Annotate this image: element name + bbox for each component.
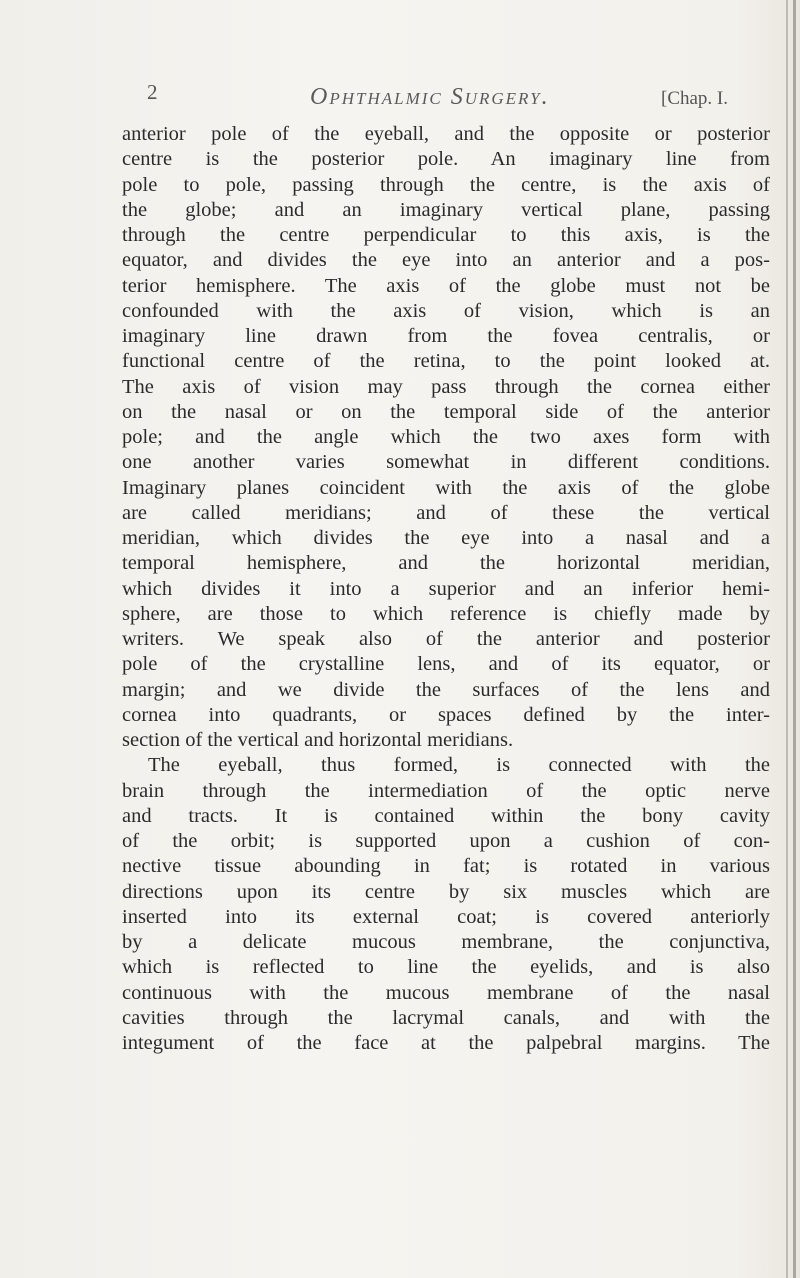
text-line: of the orbit; is supported upon a cushion of con- (122, 830, 770, 852)
text-line: margin; and we divide the surfaces of the lens and (122, 678, 770, 701)
text-line: directions upon its centre by six muscles which are (122, 880, 770, 903)
text-line: The axis of vision may pass through the cornea either (122, 375, 770, 398)
text-line: sphere, are those to which reference is chiefly made by (122, 602, 770, 625)
text-line: pole to pole, passing through the centre, is the axis of (122, 173, 770, 196)
text-line: meridian, which divides the eye into a nasal and a (122, 527, 770, 549)
text-line: are called meridians; and of these the vertical (122, 501, 770, 524)
text-line: brain through the intermediation of the optic nerve (122, 779, 770, 802)
text-line: equator, and divides the eye into an anterior and a pos- (122, 249, 770, 272)
text-line: which divides it into a superior and an inferior hemi- (122, 577, 770, 600)
text-line: cornea into quadrants, or spaces defined by the inter- (122, 703, 770, 726)
text-line: writers. We speak also of the anterior and posterior (122, 628, 770, 650)
page-edge-border (793, 0, 796, 1278)
text-line: section of the vertical and horizontal meridians. (122, 729, 514, 751)
text-line: temporal hemisphere, and the horizontal meridian, (122, 552, 770, 575)
body-text (122, 122, 770, 1056)
text-line: terior hemisphere. The axis of the globe must not be (122, 274, 770, 297)
chapter-reference: [Chap. I. (661, 88, 729, 109)
text-line: inserted into its external coat; is covered anteriorly (122, 905, 770, 928)
running-header (0, 80, 800, 116)
text-line: pole of the crystalline lens, and of its equator, or (122, 653, 770, 676)
text-line: one another varies somewhat in different conditions. (122, 451, 770, 474)
text-line: and tracts. It is contained within the bony cavity (122, 804, 770, 827)
text-line: pole; and the angle which the two axes form with (122, 426, 770, 448)
running-title: Ophthalmic Surgery. (310, 84, 550, 110)
text-line: imaginary line drawn from the fovea centralis, or (122, 325, 770, 347)
text-line: continuous with the mucous membrane of the nasal (122, 981, 770, 1004)
text-line: anterior pole of the eyeball, and the opposite or posterior (122, 123, 770, 145)
text-line: by a delicate mucous membrane, the conjunctiva, (122, 931, 770, 953)
text-line: on the nasal or on the temporal side of the anterior (122, 400, 770, 423)
text-line: which is reflected to line the eyelids, and is also (122, 956, 770, 979)
text-line: through the centre perpendicular to this axis, is the (122, 224, 770, 246)
text-line: centre is the posterior pole. An imaginary line from (122, 148, 770, 171)
page-edge-shadow (786, 0, 788, 1278)
text-line: Imaginary planes coincident with the axis of the globe (122, 476, 770, 499)
text-line: the globe; and an imaginary vertical plane, passing (122, 198, 770, 221)
paragraph-start-line: The eyeball, thus formed, is connected with the (148, 754, 770, 777)
text-line: functional centre of the retina, to the point looked at. (122, 350, 770, 373)
text-line: confounded with the axis of vision, which is an (122, 299, 770, 322)
text-line: integument of the face at the palpebral margins. The (122, 1032, 770, 1054)
page-number: 2 (147, 80, 158, 104)
text-line: nective tissue abounding in fat; is rotated in various (122, 855, 770, 878)
text-line: cavities through the lacrymal canals, and with the (122, 1006, 770, 1029)
